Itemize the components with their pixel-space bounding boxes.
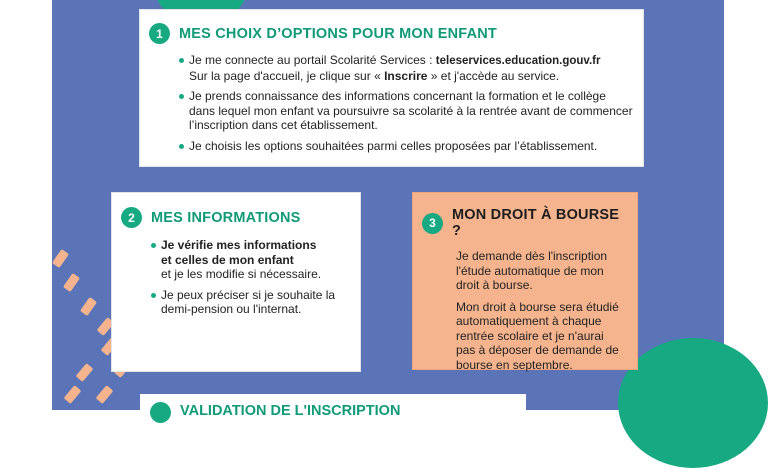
card-header	[121, 207, 350, 228]
step-card-informations	[111, 192, 361, 372]
bullet-options: Je choisis les options souhaitées parmi celles proposées par l’établissement.	[179, 139, 633, 154]
bullet-text: » et j'accède au service.	[427, 68, 560, 83]
inscrire-label: Inscrire	[384, 68, 428, 83]
bourse-auto-text: Mon droit à bourse sera étudié automatiquement à chaque rentrée scolaire et je n'aurai pas à déposer de demande de bourse en septembre.	[456, 299, 619, 372]
bullet-text: et je les modifie si nécessaire.	[161, 267, 322, 281]
step-number-badge: 3	[422, 213, 443, 234]
step-card-bourse	[412, 192, 638, 370]
bourse-request-text: Je demande dès l'inscription l'étude automatique de mon droit à bourse.	[456, 249, 608, 292]
bullet-portal	[179, 53, 633, 83]
bullet-verify	[151, 238, 350, 282]
bullet-demi-pension: Je peux préciser si je souhaite la demi-pension ou l'internat.	[151, 288, 341, 317]
card-title: MES CHOIX D’OPTIONS POUR MON ENFANT	[179, 25, 497, 42]
step-number-badge	[150, 402, 171, 423]
card-title: MON DROIT À BOURSE ?	[452, 207, 620, 239]
card-header	[149, 23, 633, 44]
portal-link[interactable]: teleservices.education.gouv.fr	[435, 55, 601, 67]
card-title: VALIDATION DE L'INSCRIPTION	[180, 403, 401, 419]
card-title: MES INFORMATIONS	[151, 209, 301, 226]
card-header	[422, 207, 623, 239]
bullet-text: Je me connecte au portail Scolarité Services :	[189, 53, 436, 67]
step-card-options	[139, 9, 644, 167]
green-circle-decoration	[618, 338, 768, 468]
bullet-bold-text: Je vérifie mes informations et celles de mon enfant	[161, 238, 317, 267]
bullet-information: Je prends connaissance des informations concernant la formation et le collège dans lequel mon enfant va poursuivre sa scolarité à la rentrée avant de commencer l’inscription dans cet établissement.	[179, 89, 633, 133]
step-number-badge: 1	[149, 23, 170, 44]
step-number-badge: 2	[121, 207, 142, 228]
bullet-text: Sur la page d'accueil, je clique sur «	[189, 68, 385, 83]
